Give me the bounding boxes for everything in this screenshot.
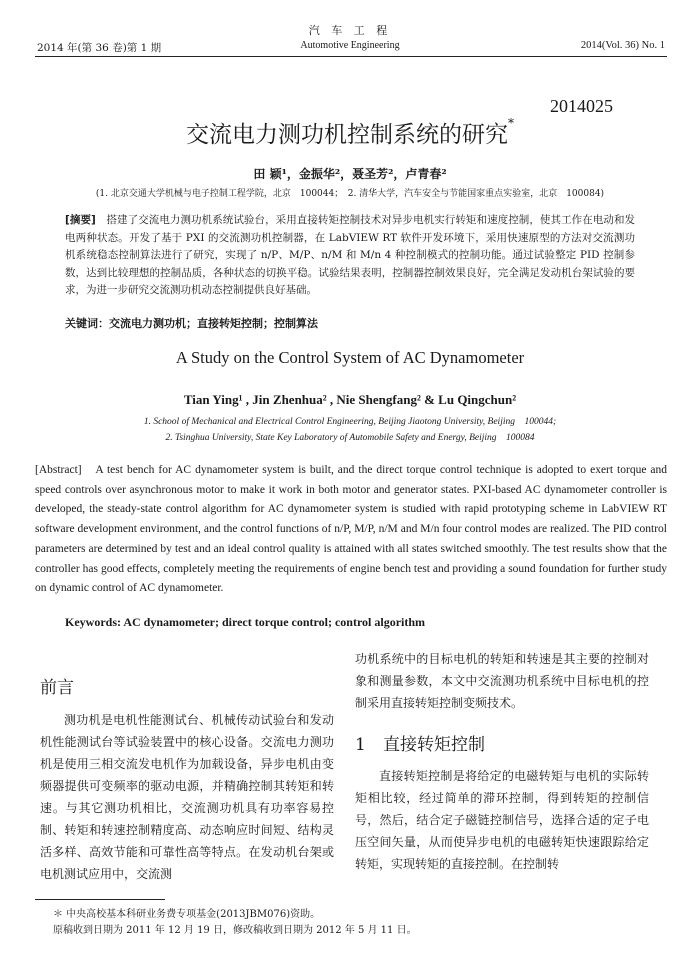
abstract-cn <box>65 212 635 300</box>
section-intro-title: 前言 <box>40 678 74 698</box>
abstract-en-text: A test bench for AC dynamometer system is built, and the direct torque control technique is adopted to exert torque and speed controls over asynchronous motor to make it work in both motor and generator states. PXI-based AC dynamometer controller is developed, the steady-state control algorithm for AC dynamometer system is studied with rapid prototyping scheme in LabVIEW RT software development environment, and the control functions of n/P, M/P, n/M and M/n four control modes are realized. The PID control parameters are determined by test and an ideal control quality is attained with all states switched smoothly. The test results show that the controller has good effects, completely meeting the requirements of engine bench test and providing a sound foundation for further study on dynamic control of AC dynamometer. <box>35 464 668 595</box>
keywords-en: Keywords: AC dynamometer; direct torque control; control algorithm <box>65 615 426 629</box>
section-1-heading <box>355 730 485 755</box>
footnote-rule <box>35 899 165 900</box>
footnote-funding: ＊ 中央高校基本科研业务费专项基金(2013JBM076)资助。 <box>53 909 321 920</box>
affiliation-en-2: 2. Tsinghua University, State Key Laboratory of Automobile Safety and Energy, Beijing 100084 <box>165 433 535 443</box>
section-intro-text: 测功机是电机性能测试台、机械传动试验台和发动机性能测试台等试验装置中的核心设备。交流电力测功机是使用三相交流发电机作为加载设备，异步电机由变频器提供可变频率的驱动电源，并精确控制其转矩和转速。与其它测功机相比，交流测功机具有功率容易控制、转矩和转速控制精度高、动态响应时间短、结构灵活多样、高效节能和可靠性高等特点。在发动机台架或电机测试应用中，交流测 <box>40 713 334 881</box>
title-en: A Study on the Control System of AC Dynamometer <box>175 348 525 367</box>
issue-cn: 2014 年(第 36 卷)第 1 期 <box>37 42 162 54</box>
authors-cn: 田 颖¹，金振华²，聂圣芳²，卢青春² <box>253 167 447 181</box>
document-id: 2014025 <box>550 96 613 116</box>
abstract-en-label: [Abstract] <box>35 464 82 476</box>
title-cn <box>0 116 700 149</box>
footnote-dates: 原稿收到日期为 2011 年 12 月 19 日，修改稿收到日期为 2012 年 5 月 11 日。 <box>53 925 417 936</box>
title-cn-text: 交流电力测功机控制系统的研究 <box>186 122 508 148</box>
section-1-number: 1 <box>355 735 366 755</box>
header-rule <box>35 56 667 57</box>
abstract-en <box>35 461 667 599</box>
keywords-cn: 关键词：交流电力测功机；直接转矩控制；控制算法 <box>65 317 318 330</box>
affiliations-cn: (1. 北京交通大学机械与电子控制工程学院，北京 100044； 2. 清华大学，汽车安全与节能国家重点实验室，北京 100084) <box>95 189 605 199</box>
issue-en: 2014(Vol. 36) No. 1 <box>580 40 665 51</box>
right-column-paragraph: 功机系统中的目标电机的转矩和转速是其主要的控制对象和测量参数，本文中交流测功机系统中目标电机的控制采用直接转矩控制变频技术。 <box>355 652 649 710</box>
journal-title-cn: 汽 车 工 程 <box>308 24 392 37</box>
section-1-text: 直接转矩控制是将给定的电磁转矩与电机的实际转矩相比较，经过简单的滞环控制，得到转矩的控制信号，然后，结合定子磁链控制信号，选择合适的定子电压空间矢量，从而使异步电机的电磁转矩快速跟踪给定转矩，实现转矩的直接控制。在控制转 <box>355 769 649 871</box>
title-footnote-mark: * <box>508 116 514 130</box>
section-1-title: 直接转矩控制 <box>383 735 485 755</box>
abstract-cn-text: 搭建了交流电力测功机系统试验台，采用直接转矩控制技术对异步电机实行转矩和速度控制，使其工作在电动和发电两种状态。开发了基于 PXI 的交流测功机控制器，在 LabVIEW RT 软件开发环境下，采用快速原型的方法对交流测功机系统稳态控制算法进行了研究，实现了 n/P、M/P、n/M 和 M/n 4 种控制模式的控制功能。通过试验整定 PID 控制参数，达到比较理想的控制品质，各种状态的切换平稳。试验结果表明，控制器控制效果良好，完全满足发动机台架试验的要求，为进一步研究交流测功机动态控制提供良好基础。 <box>65 214 636 296</box>
authors-en: Tian Ying¹ , Jin Zhenhua² , Nie Shengfang² & Lu Qingchun² <box>183 392 517 407</box>
journal-title-en: Automotive Engineering <box>300 40 400 51</box>
abstract-cn-label: [摘要] <box>65 214 96 226</box>
affiliation-en-1: 1. School of Mechanical and Electrical Control Engineering, Beijing Jiaotong University, Beijing 100044; <box>143 417 557 427</box>
